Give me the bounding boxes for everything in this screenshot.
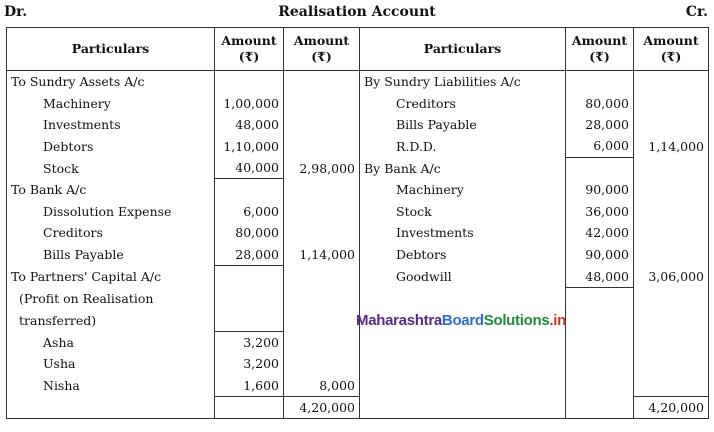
credit-particular: Creditors xyxy=(360,92,566,113)
credit-particular: By Bank A/c xyxy=(360,157,566,179)
debit-amount: 3,200 xyxy=(215,353,284,374)
ledger-row xyxy=(7,114,709,135)
debit-label: Dr. xyxy=(4,4,28,20)
credit-total xyxy=(634,92,709,113)
credit-total xyxy=(634,201,709,222)
debit-particular: transferred) xyxy=(7,309,215,331)
debit-amount: 48,000 xyxy=(215,114,284,135)
debit-particular: Machinery xyxy=(7,92,215,113)
rupee-label: (₹) xyxy=(660,49,682,64)
credit-amount: 36,000 xyxy=(566,201,634,222)
credit-amount1-header xyxy=(566,28,634,71)
credit-particular: Goodwill xyxy=(360,266,566,288)
debit-particular: Debtors xyxy=(7,135,215,157)
credit-total xyxy=(634,244,709,266)
ledger-row xyxy=(7,353,709,374)
debit-particular: Creditors xyxy=(7,222,215,243)
credit-particular: Machinery xyxy=(360,179,566,201)
debit-amount: 3,200 xyxy=(215,331,284,353)
ledger-row xyxy=(7,201,709,222)
ledger-body xyxy=(7,71,709,419)
amount-label: Amount xyxy=(293,33,350,48)
credit-total: 3,06,000 xyxy=(634,266,709,288)
amount-label: Amount xyxy=(571,33,628,48)
watermark-part: Solutions xyxy=(483,312,550,329)
ledger-row xyxy=(7,287,709,309)
realisation-account-table xyxy=(6,27,709,419)
debit-particular: To Sundry Assets A/c xyxy=(7,71,215,93)
amount-label: Amount xyxy=(643,33,699,48)
ledger-row xyxy=(7,71,709,93)
credit-amount: 80,000 xyxy=(566,92,634,113)
debit-particular: Investments xyxy=(7,114,215,135)
debit-total xyxy=(284,92,360,113)
watermark-part: .in xyxy=(549,312,566,329)
credit-amount: 42,000 xyxy=(566,222,634,243)
debit-total xyxy=(284,266,360,288)
credit-total xyxy=(634,222,709,243)
ledger-row xyxy=(7,222,709,243)
ledger-row xyxy=(7,92,709,113)
debit-total: 2,98,000 xyxy=(284,157,360,179)
debit-total xyxy=(284,114,360,135)
debit-total xyxy=(284,179,360,201)
credit-particular: Debtors xyxy=(360,244,566,266)
debit-particular: To Partners' Capital A/c xyxy=(7,266,215,288)
credit-particular: Bills Payable xyxy=(360,114,566,135)
credit-particular xyxy=(360,287,566,309)
ledger-row xyxy=(7,331,709,353)
debit-amount xyxy=(215,266,284,288)
debit-total xyxy=(284,201,360,222)
debit-amount: 28,000 xyxy=(215,244,284,266)
debit-total xyxy=(284,309,360,331)
credit-amount: 90,000 xyxy=(566,179,634,201)
debit-amount: 1,10,000 xyxy=(215,135,284,157)
rupee-label: (₹) xyxy=(589,49,610,64)
debit-particular: Usha xyxy=(7,353,215,374)
debit-amount: 80,000 xyxy=(215,222,284,243)
credit-amount xyxy=(566,396,634,418)
credit-amount: 48,000 xyxy=(566,266,634,288)
debit-total xyxy=(284,353,360,374)
credit-amount xyxy=(566,71,634,93)
watermark-part: Maharashtra xyxy=(356,312,442,329)
credit-total xyxy=(634,114,709,135)
debit-amount: 1,600 xyxy=(215,374,284,396)
rupee-label: (₹) xyxy=(238,49,260,64)
credit-particular xyxy=(360,353,566,374)
ledger-row xyxy=(7,244,709,266)
ledger-header xyxy=(4,2,710,22)
credit-particular: By Sundry Liabilities A/c xyxy=(360,71,566,93)
ledger-row xyxy=(7,179,709,201)
credit-amount: 6,000 xyxy=(566,135,634,157)
debit-amount: 40,000 xyxy=(215,157,284,179)
debit-amount: 1,00,000 xyxy=(215,92,284,113)
credit-particulars-header: Particulars xyxy=(360,28,566,71)
credit-total xyxy=(634,71,709,93)
amount-label: Amount xyxy=(221,33,277,48)
ledger-row xyxy=(7,396,709,418)
credit-total xyxy=(634,374,709,396)
credit-total xyxy=(634,287,709,309)
debit-particular: Dissolution Expense xyxy=(7,201,215,222)
debit-particulars-header: Particulars xyxy=(7,28,215,71)
ledger-row xyxy=(7,266,709,288)
debit-particular xyxy=(7,396,215,418)
debit-total xyxy=(284,135,360,157)
debit-amount xyxy=(215,71,284,93)
credit-amount xyxy=(566,331,634,353)
credit-total xyxy=(634,309,709,331)
credit-total xyxy=(634,157,709,179)
debit-total xyxy=(284,222,360,243)
debit-total: 4,20,000 xyxy=(284,396,360,418)
debit-particular: Asha xyxy=(7,331,215,353)
debit-amount: 6,000 xyxy=(215,201,284,222)
debit-total xyxy=(284,71,360,93)
debit-amount xyxy=(215,179,284,201)
credit-label: Cr. xyxy=(685,4,708,20)
credit-total xyxy=(634,353,709,374)
debit-amount xyxy=(215,396,284,418)
credit-total xyxy=(634,179,709,201)
credit-particular xyxy=(360,374,566,396)
credit-amount xyxy=(566,374,634,396)
credit-total: 4,20,000 xyxy=(634,396,709,418)
credit-amount xyxy=(566,157,634,179)
credit-particular: Stock xyxy=(360,201,566,222)
site-watermark xyxy=(356,312,566,329)
ledger-row xyxy=(7,374,709,396)
credit-amount xyxy=(566,287,634,309)
debit-particular: To Bank A/c xyxy=(7,179,215,201)
debit-amount1-header xyxy=(215,28,284,71)
ledger-row xyxy=(7,157,709,179)
rupee-label: (₹) xyxy=(311,49,332,64)
ledger-row xyxy=(7,135,709,157)
debit-amount2-header xyxy=(284,28,360,71)
debit-total xyxy=(284,287,360,309)
credit-amount: 90,000 xyxy=(566,244,634,266)
credit-amount xyxy=(566,353,634,374)
credit-amount2-header xyxy=(634,28,709,71)
debit-particular: Nisha xyxy=(7,374,215,396)
credit-particular: Investments xyxy=(360,222,566,243)
account-title: Realisation Account xyxy=(278,4,436,20)
debit-total: 8,000 xyxy=(284,374,360,396)
watermark-part: Board xyxy=(441,312,484,329)
credit-total xyxy=(634,331,709,353)
debit-total xyxy=(284,331,360,353)
credit-amount xyxy=(566,309,634,331)
credit-particular: R.D.D. xyxy=(360,135,566,157)
credit-particular xyxy=(360,331,566,353)
credit-total: 1,14,000 xyxy=(634,135,709,157)
debit-particular: (Profit on Realisation xyxy=(7,287,215,309)
debit-particular: Bills Payable xyxy=(7,244,215,266)
debit-amount xyxy=(215,287,284,309)
debit-total: 1,14,000 xyxy=(284,244,360,266)
debit-particular: Stock xyxy=(7,157,215,179)
credit-amount: 28,000 xyxy=(566,114,634,135)
credit-particular xyxy=(360,396,566,418)
column-header-row xyxy=(7,28,709,71)
debit-amount xyxy=(215,309,284,331)
